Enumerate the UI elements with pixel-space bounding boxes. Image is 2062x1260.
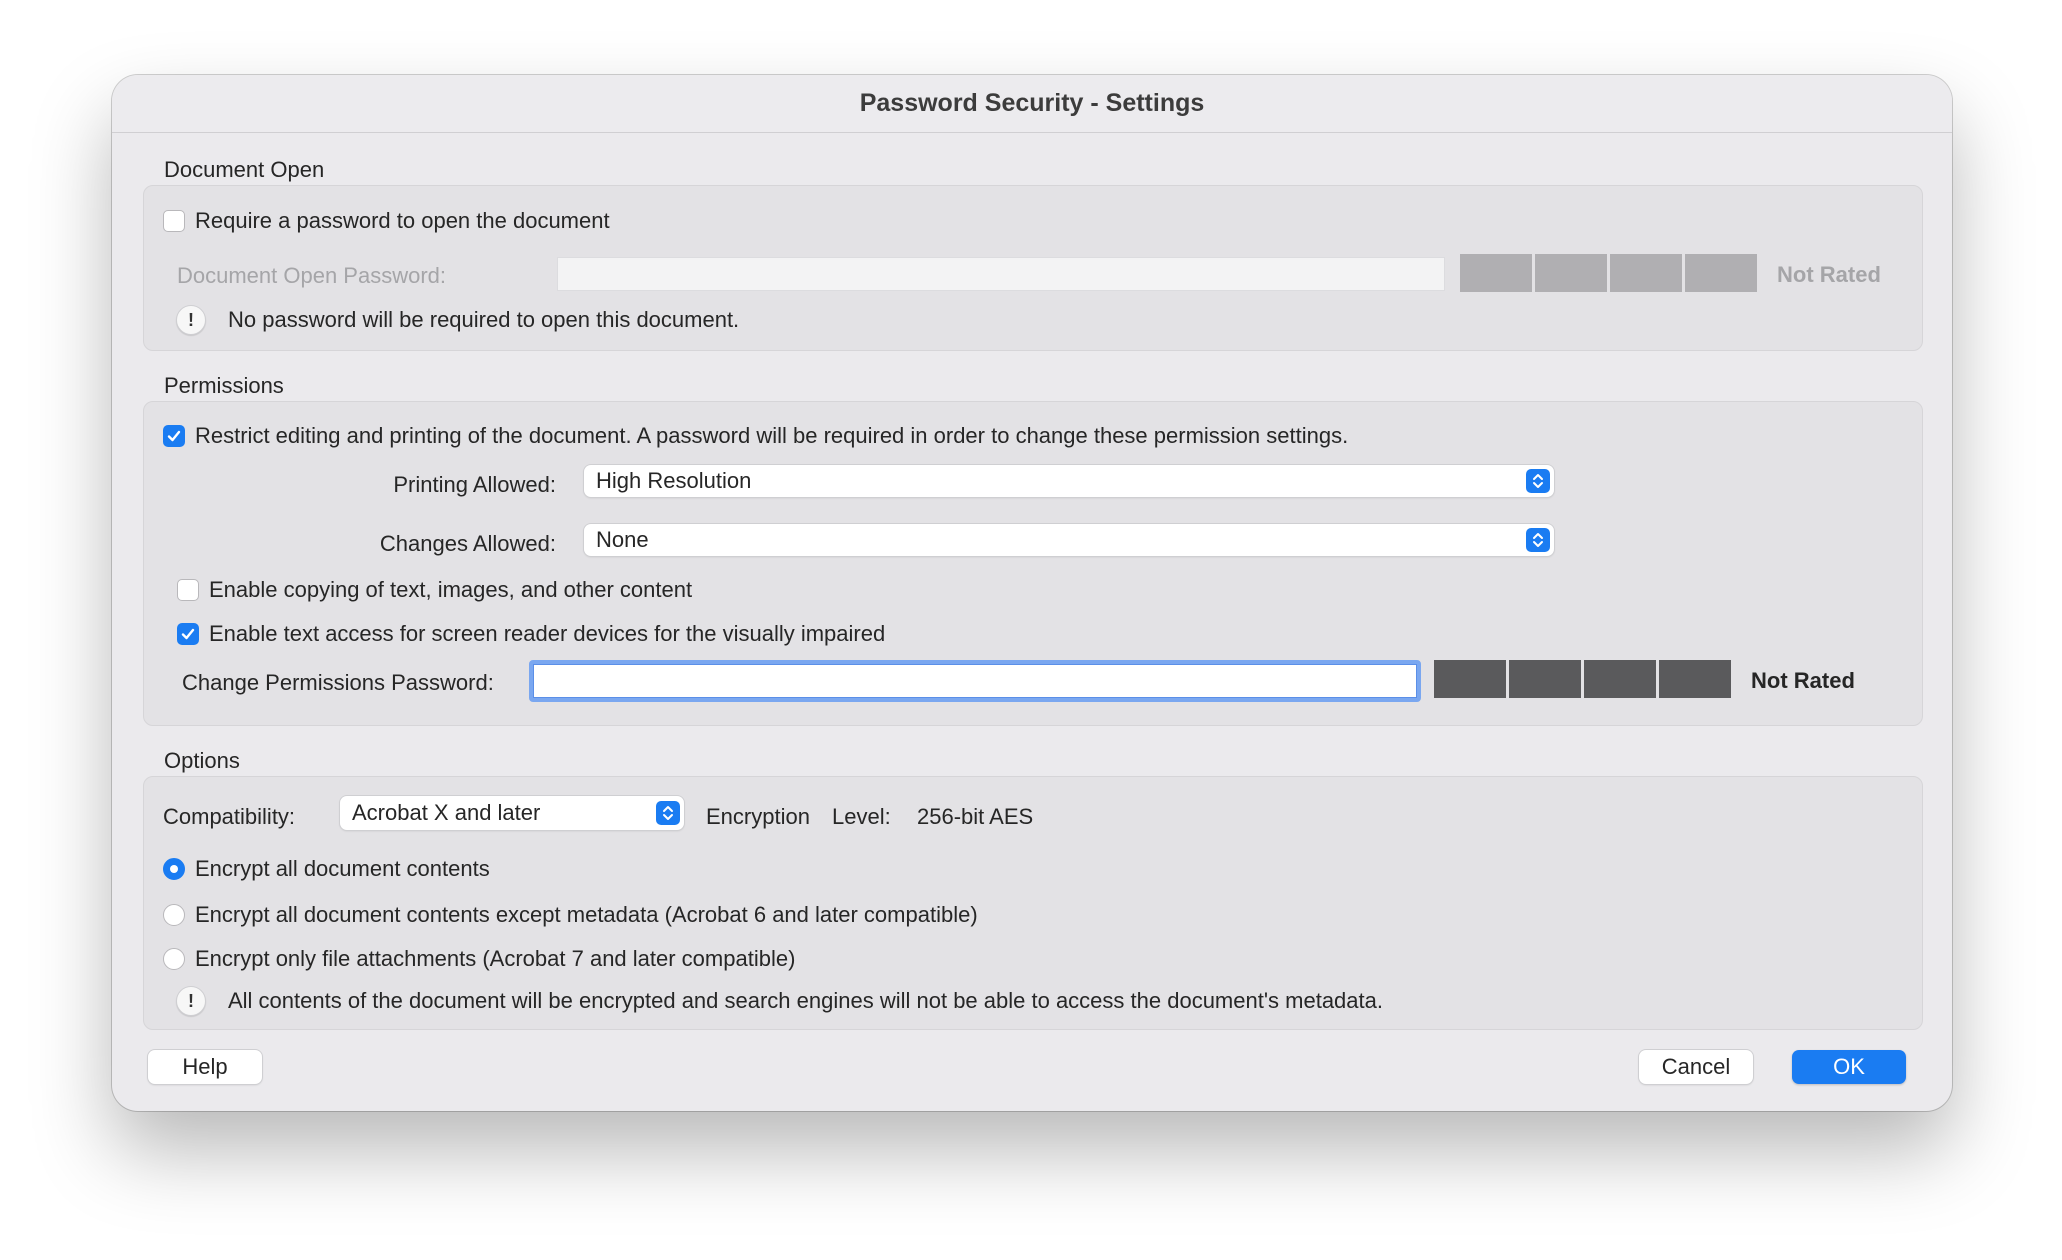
- checkmark-icon: [180, 626, 196, 642]
- encrypt-attachments-label: Encrypt only file attachments (Acrobat 7 and later compatible): [195, 946, 796, 971]
- permissions-group: [143, 401, 1923, 726]
- enable-copying-label: Enable copying of text, images, and other content: [209, 577, 693, 602]
- strength-segment: [1535, 254, 1607, 292]
- strength-segment: [1460, 254, 1532, 292]
- enable-copying-row[interactable]: [177, 575, 692, 605]
- printing-allowed-value: High Resolution: [596, 468, 752, 493]
- chevron-up-down-icon: [1526, 469, 1550, 493]
- encryption-level-label: Level:: [832, 804, 891, 829]
- restrict-checkbox[interactable]: [163, 425, 185, 447]
- cancel-button[interactable]: Cancel: [1639, 1050, 1753, 1084]
- radio-row-all[interactable]: [163, 854, 490, 884]
- screen-reader-label: Enable text access for screen reader devices for the visually impaired: [209, 621, 886, 646]
- printing-allowed-select[interactable]: [584, 465, 1554, 497]
- radio-row-except-metadata[interactable]: [163, 900, 978, 930]
- permissions-rating-label: Not Rated: [1751, 668, 1855, 693]
- restrict-row[interactable]: [163, 421, 1348, 451]
- chevron-up-down-icon: [1526, 528, 1550, 552]
- compatibility-value: Acrobat X and later: [352, 800, 541, 825]
- options-group: [143, 776, 1923, 1030]
- section-label-permissions: Permissions: [164, 373, 284, 398]
- strength-segment: [1685, 254, 1757, 292]
- change-permissions-password-label: Change Permissions Password:: [182, 670, 494, 695]
- chevron-up-down-icon: [656, 801, 680, 825]
- strength-segment: [1610, 254, 1682, 292]
- document-open-rating-label: Not Rated: [1777, 262, 1881, 287]
- exclamation-icon: !: [176, 305, 206, 335]
- strength-segment: [1434, 660, 1506, 698]
- restrict-label: Restrict editing and printing of the document. A password will be required in order to change these permission settings.: [195, 423, 1349, 448]
- encrypt-attachments-radio[interactable]: [163, 948, 185, 970]
- radio-row-attachments[interactable]: [163, 944, 795, 974]
- compatibility-label: Compatibility:: [163, 804, 296, 829]
- checkmark-icon: [166, 428, 182, 444]
- password-security-dialog: [112, 75, 1952, 1111]
- encrypt-all-label: Encrypt all document contents: [195, 856, 490, 881]
- exclamation-icon: !: [176, 986, 206, 1016]
- options-notice: [176, 985, 1383, 1017]
- options-notice-text: All contents of the document will be encrypted and search engines will not be able to access the document's metadata.: [228, 988, 1383, 1013]
- changes-allowed-select[interactable]: [584, 524, 1554, 556]
- window-title: Password Security - Settings: [859, 89, 1205, 117]
- strength-segment: [1659, 660, 1731, 698]
- help-button[interactable]: Help: [148, 1050, 262, 1084]
- require-password-checkbox[interactable]: [163, 210, 185, 232]
- encrypt-except-metadata-label: Encrypt all document contents except metadata (Acrobat 6 and later compatible): [195, 902, 978, 927]
- encrypt-except-metadata-radio[interactable]: [163, 904, 185, 926]
- document-open-group: [143, 185, 1923, 351]
- printing-allowed-label: Printing Allowed:: [393, 472, 556, 497]
- document-open-notice: [176, 304, 739, 336]
- titlebar: [112, 75, 1952, 133]
- document-open-notice-text: No password will be required to open this document.: [228, 307, 740, 332]
- section-label-document-open: Document Open: [164, 157, 325, 182]
- document-open-password-field: [557, 257, 1445, 291]
- encryption-label: Encryption: [706, 804, 810, 829]
- require-password-row[interactable]: [163, 206, 610, 236]
- strength-segment: [1584, 660, 1656, 698]
- compatibility-select[interactable]: [340, 796, 684, 830]
- enable-copying-checkbox[interactable]: [177, 579, 199, 601]
- permissions-strength-meter: [1434, 660, 1731, 698]
- ok-button[interactable]: OK: [1792, 1050, 1906, 1084]
- encrypt-all-radio[interactable]: [163, 858, 185, 880]
- require-password-label: Require a password to open the document: [195, 208, 610, 233]
- document-open-strength-meter: [1460, 254, 1757, 292]
- change-permissions-password-field[interactable]: [529, 660, 1421, 702]
- screen-reader-checkbox[interactable]: [177, 623, 199, 645]
- changes-allowed-label: Changes Allowed:: [379, 531, 556, 556]
- changes-allowed-value: None: [596, 527, 649, 552]
- encryption-level-value: 256-bit AES: [917, 804, 1034, 829]
- strength-segment: [1509, 660, 1581, 698]
- section-label-options: Options: [164, 748, 240, 773]
- document-open-password-label: Document Open Password:: [177, 263, 447, 288]
- screen-reader-row[interactable]: [177, 619, 885, 649]
